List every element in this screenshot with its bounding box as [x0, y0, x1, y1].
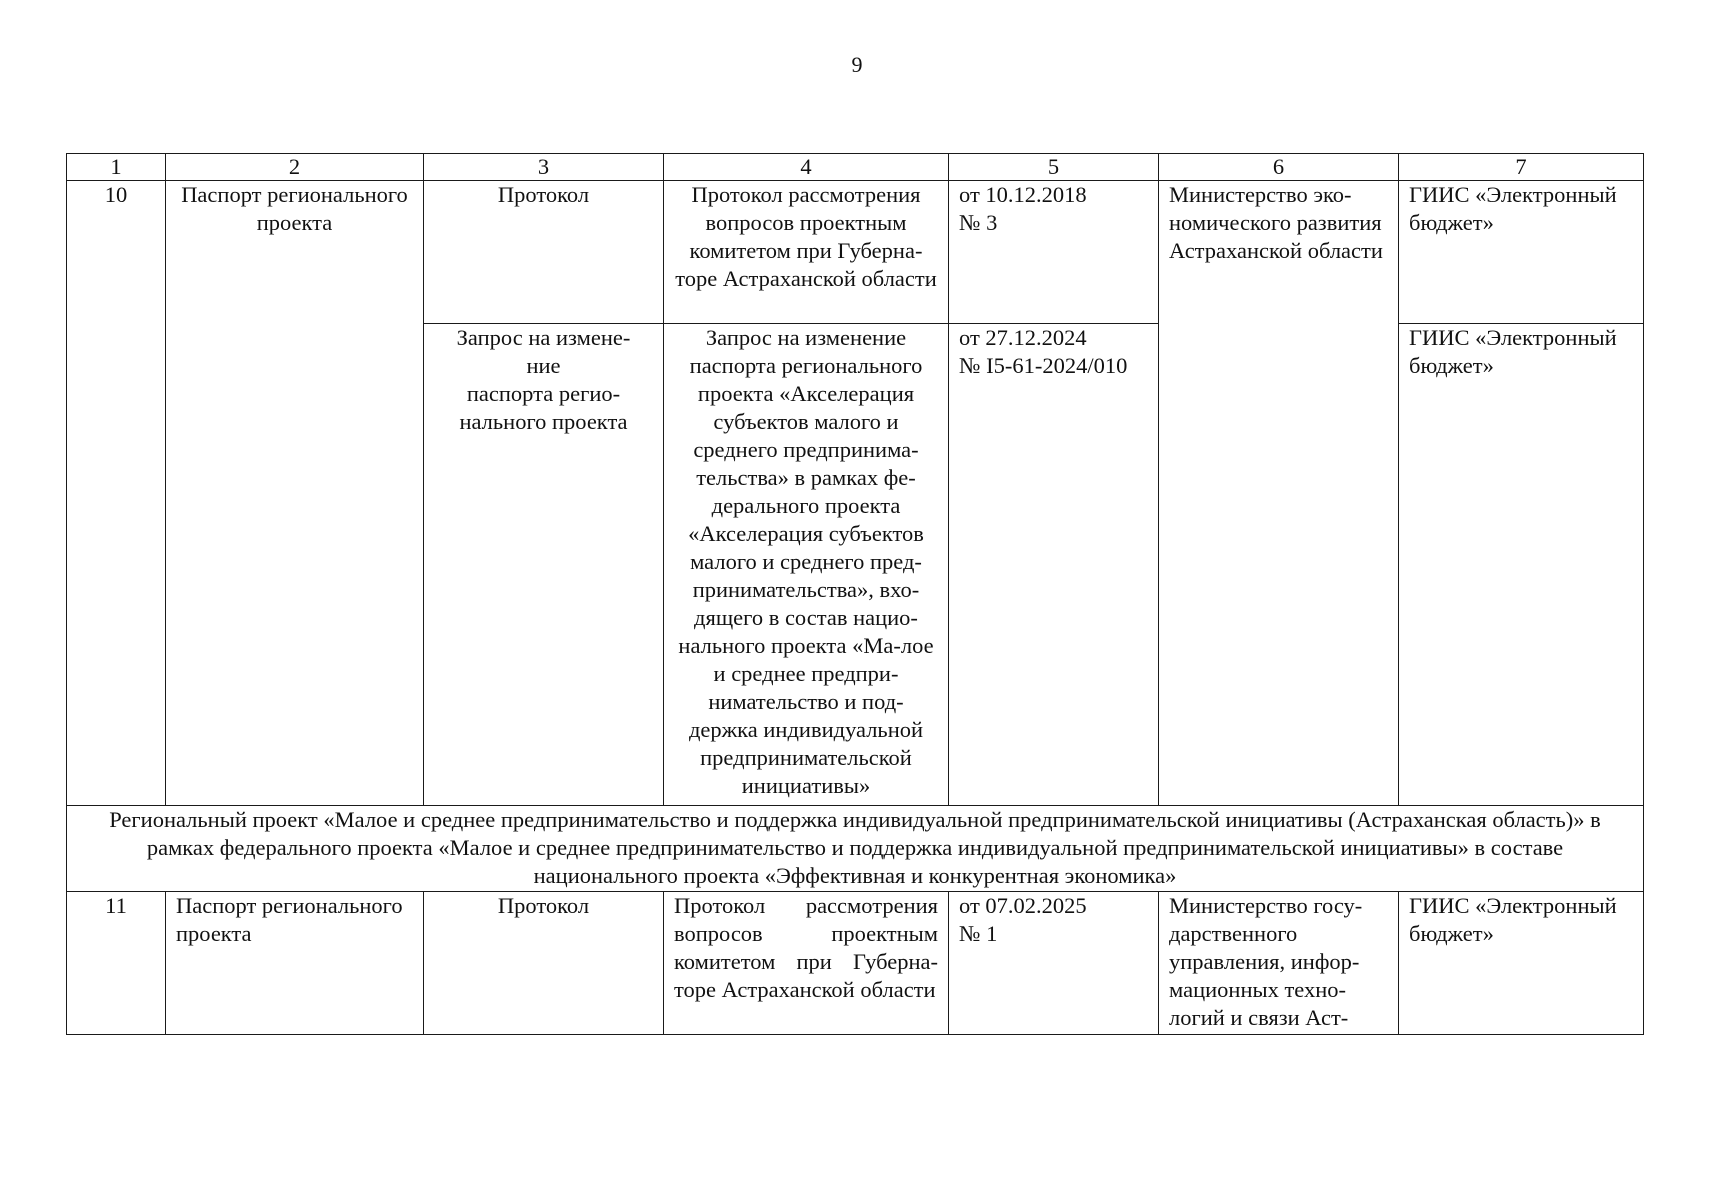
number-line: № I5-61-2024/010 [959, 353, 1128, 378]
column-number: 6 [1159, 154, 1399, 181]
document-title: Протокол рассмотрения вопросов проектным комитетом при Губернаторе Астраханской области [664, 892, 949, 1035]
information-system: ГИИС «Электронный бюджет» [1399, 181, 1644, 324]
information-system: ГИИС «Электронный бюджет» [1399, 324, 1644, 806]
document-date [949, 892, 1159, 1035]
number-line: № 1 [959, 921, 998, 946]
column-number-row [67, 154, 1644, 181]
document-name: Паспорт регионального проекта [166, 181, 424, 806]
document-title: Запрос на изменение паспорта регионального проекта «Акселерация субъектов малого и среднего предпринима-тельства» в рамках фе-дерального проекта «Акселерация субъектов малого и среднего пред-принимательства», вхо-дящего в состав нацио-нального проекта «Ма-лое и среднее предпри-нимательство и под-держка индивидуальной предпринимательской инициативы» [664, 324, 949, 806]
row-number: 11 [67, 892, 166, 1035]
table-row [67, 181, 1644, 324]
document-table [66, 153, 1644, 1035]
document-date [949, 181, 1159, 324]
section-header-row [67, 806, 1644, 892]
column-number: 1 [67, 154, 166, 181]
document-title: Протокол рассмотрения вопросов проектным комитетом при Губернаторе Астраханской области [664, 181, 949, 324]
document-type: Протокол [424, 181, 664, 324]
number-line: № 3 [959, 210, 998, 235]
document-type: Запрос на измене- ние паспорта регио- нального проекта [424, 324, 664, 806]
column-number: 3 [424, 154, 664, 181]
information-system: ГИИС «Электронный бюджет» [1399, 892, 1644, 1035]
document-name: Паспорт регионального проекта [166, 892, 424, 1035]
document-date [949, 324, 1159, 806]
ministry: Министерство государственного управления, информационных технологий и связи Аст- [1159, 892, 1399, 1035]
ministry: Министерство экономического развития Астраханской области [1159, 181, 1399, 806]
table-row [67, 892, 1644, 1035]
date-line: от 27.12.2024 [959, 325, 1087, 350]
page-number: 9 [851, 52, 863, 77]
document-type: Протокол [424, 892, 664, 1035]
row-number: 10 [67, 181, 166, 806]
column-number: 7 [1399, 154, 1644, 181]
date-line: от 07.02.2025 [959, 893, 1087, 918]
column-number: 4 [664, 154, 949, 181]
column-number: 2 [166, 154, 424, 181]
section-header: Региональный проект «Малое и среднее предпринимательство и поддержка индивидуальной предпринимательской инициативы (Астраханская область)» в рамках федерального проекта «Малое и среднее предпринимательство и поддержка индивидуальной предпринимательской инициативы» в составе национального проекта «Эффективная и конкурентная экономика» [67, 806, 1644, 892]
date-line: от 10.12.2018 [959, 182, 1087, 207]
column-number: 5 [949, 154, 1159, 181]
